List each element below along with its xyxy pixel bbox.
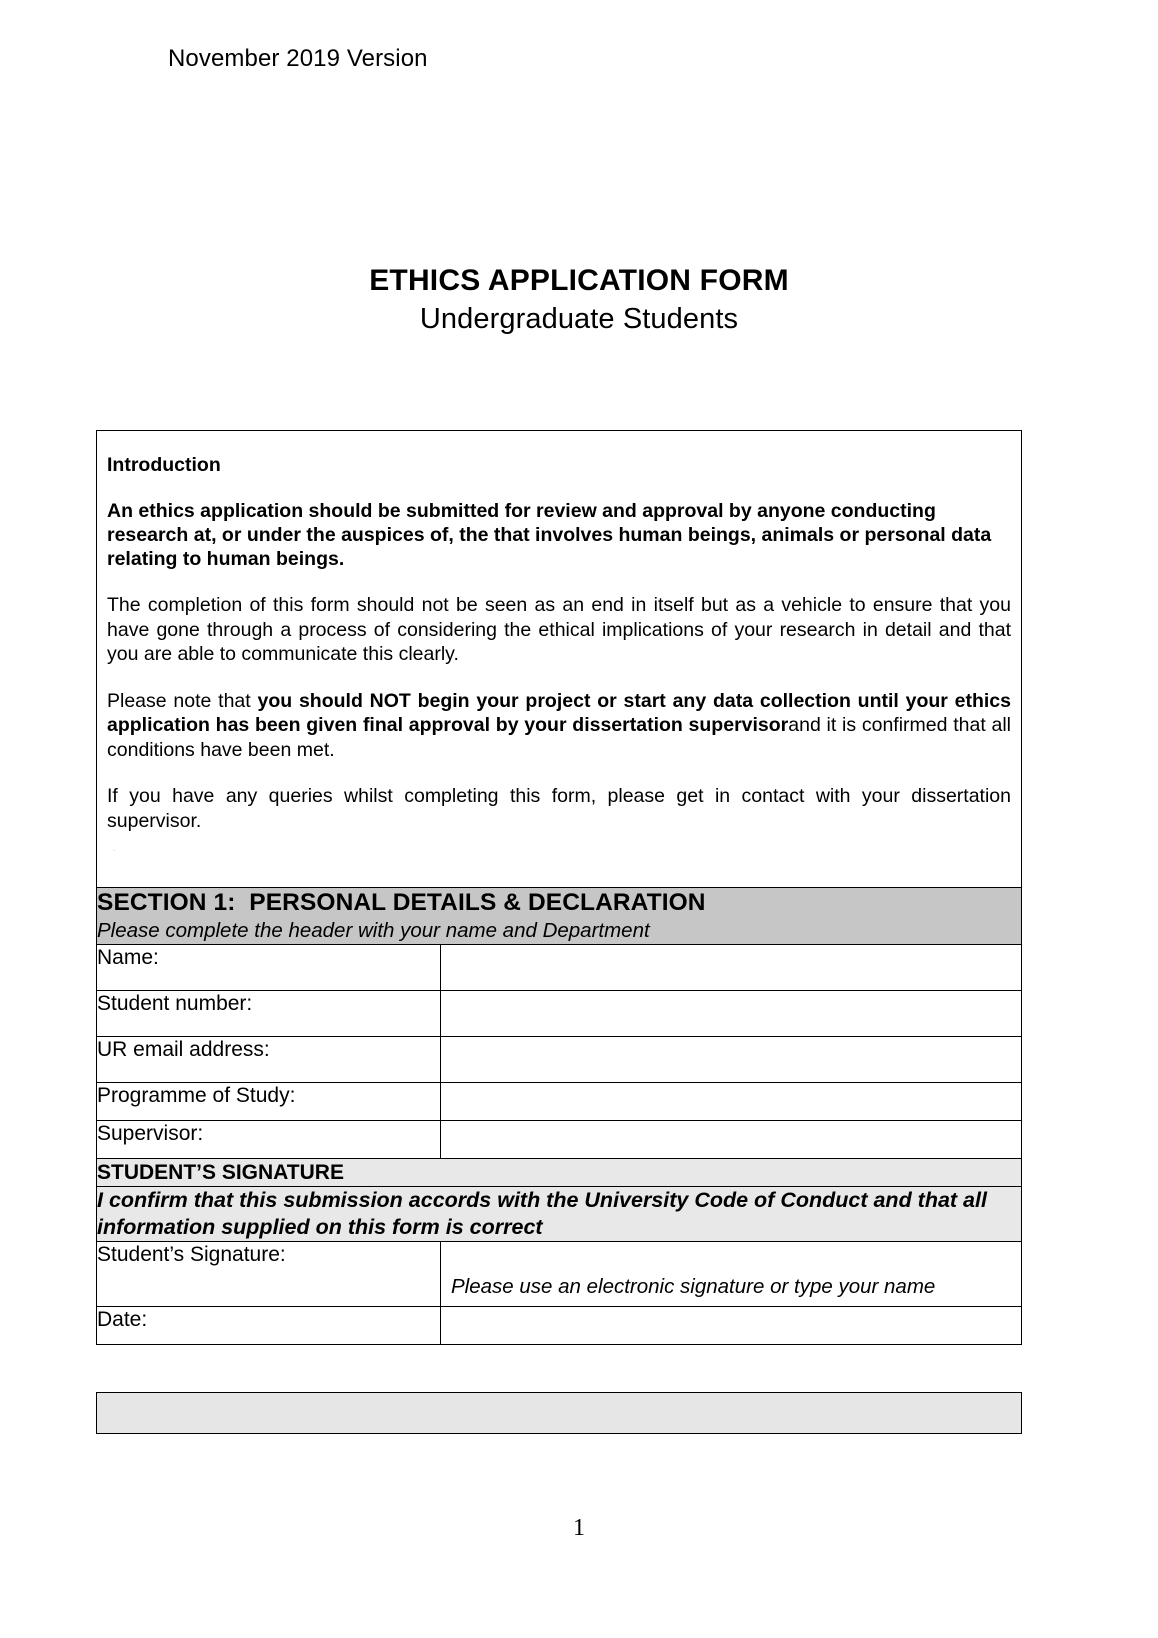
page-subtitle: Undergraduate Students [419,303,739,335]
paragraph-2-emphasis: you should NOT begin your project or start any data collection until your ethics application has been given final approval by your dissertation supervisor [107,689,1011,736]
section-header-row [97,888,1022,945]
table-row [97,1307,1022,1345]
paragraph-2-suffix: and it is confirmed that all conditions have been met. [107,714,1011,761]
field-input-ur-email[interactable] [441,1037,1022,1083]
confirmation-row [97,1187,1022,1242]
table-row [97,1121,1022,1159]
field-label-date: Date: [97,1307,441,1345]
document-title-block [0,262,1158,338]
introduction-paragraph-1: The completion of this form should not be seen as an end in itself but as a vehicle to ensure that you have gone through a process of considering the ethical implications of your research in detail and that you are able to communicate this clearly. [107,594,1011,665]
field-input-supervisor[interactable] [441,1121,1022,1159]
field-label-name: Name: [97,945,441,991]
field-label-signature: Student’s Signature: [97,1242,441,1307]
field-label-ur-email: UR email address: [97,1037,441,1083]
table-row [97,1037,1022,1083]
section-1-header [97,888,1022,945]
table-row [97,945,1022,991]
paragraph-2-prefix: Please note that [107,689,258,712]
field-input-date[interactable] [441,1307,1022,1345]
signature-hint: Please use an electronic signature or type your name [451,1275,936,1298]
students-signature-heading-text: STUDENT’S SIGNATURE [97,1161,344,1184]
introduction-box [96,430,1022,887]
section-1-subtitle: Please complete the header with your name and Department [97,919,650,942]
field-input-name[interactable] [441,945,1022,991]
field-label-programme: Programme of Study: [97,1083,441,1121]
page-title: ETHICS APPLICATION FORM [369,264,789,297]
field-input-programme[interactable] [441,1083,1022,1121]
footer-empty-box [96,1392,1022,1434]
field-label-supervisor: Supervisor: [97,1121,441,1159]
table-row [97,1242,1022,1307]
confirmation-statement [97,1187,1022,1242]
page-number: 1 [573,1515,585,1541]
personal-details-table [96,887,1022,1345]
table-row [97,991,1022,1037]
introduction-bold-statement: An ethics application should be submitted for review and approval by anyone conducting research at, or under the auspices of, the that involves human beings, animals or personal data relating to human beings. [107,500,992,570]
section-1-title: SECTION 1: PERSONAL DETAILS & DECLARATION [97,889,706,916]
field-input-signature[interactable] [441,1242,1022,1307]
field-label-student-number: Student number: [97,991,441,1037]
table-row [97,1083,1022,1121]
introduction-paragraph-3: If you have any queries whilst completing this form, please get in contact with your dissertation supervisor. [107,785,1011,832]
introduction-trailing-space: . [113,844,116,853]
field-input-student-number[interactable] [441,991,1022,1037]
introduction-heading: Introduction [107,454,221,476]
confirmation-statement-text: I confirm that this submission accords with the University Code of Conduct and that all information supplied on this form is correct [97,1188,987,1239]
version-label: November 2019 Version [168,45,428,72]
students-signature-heading [97,1159,1022,1187]
ethics-form [96,430,1022,1345]
signature-heading-row [97,1159,1022,1187]
introduction-paragraph-2 [107,689,1011,763]
